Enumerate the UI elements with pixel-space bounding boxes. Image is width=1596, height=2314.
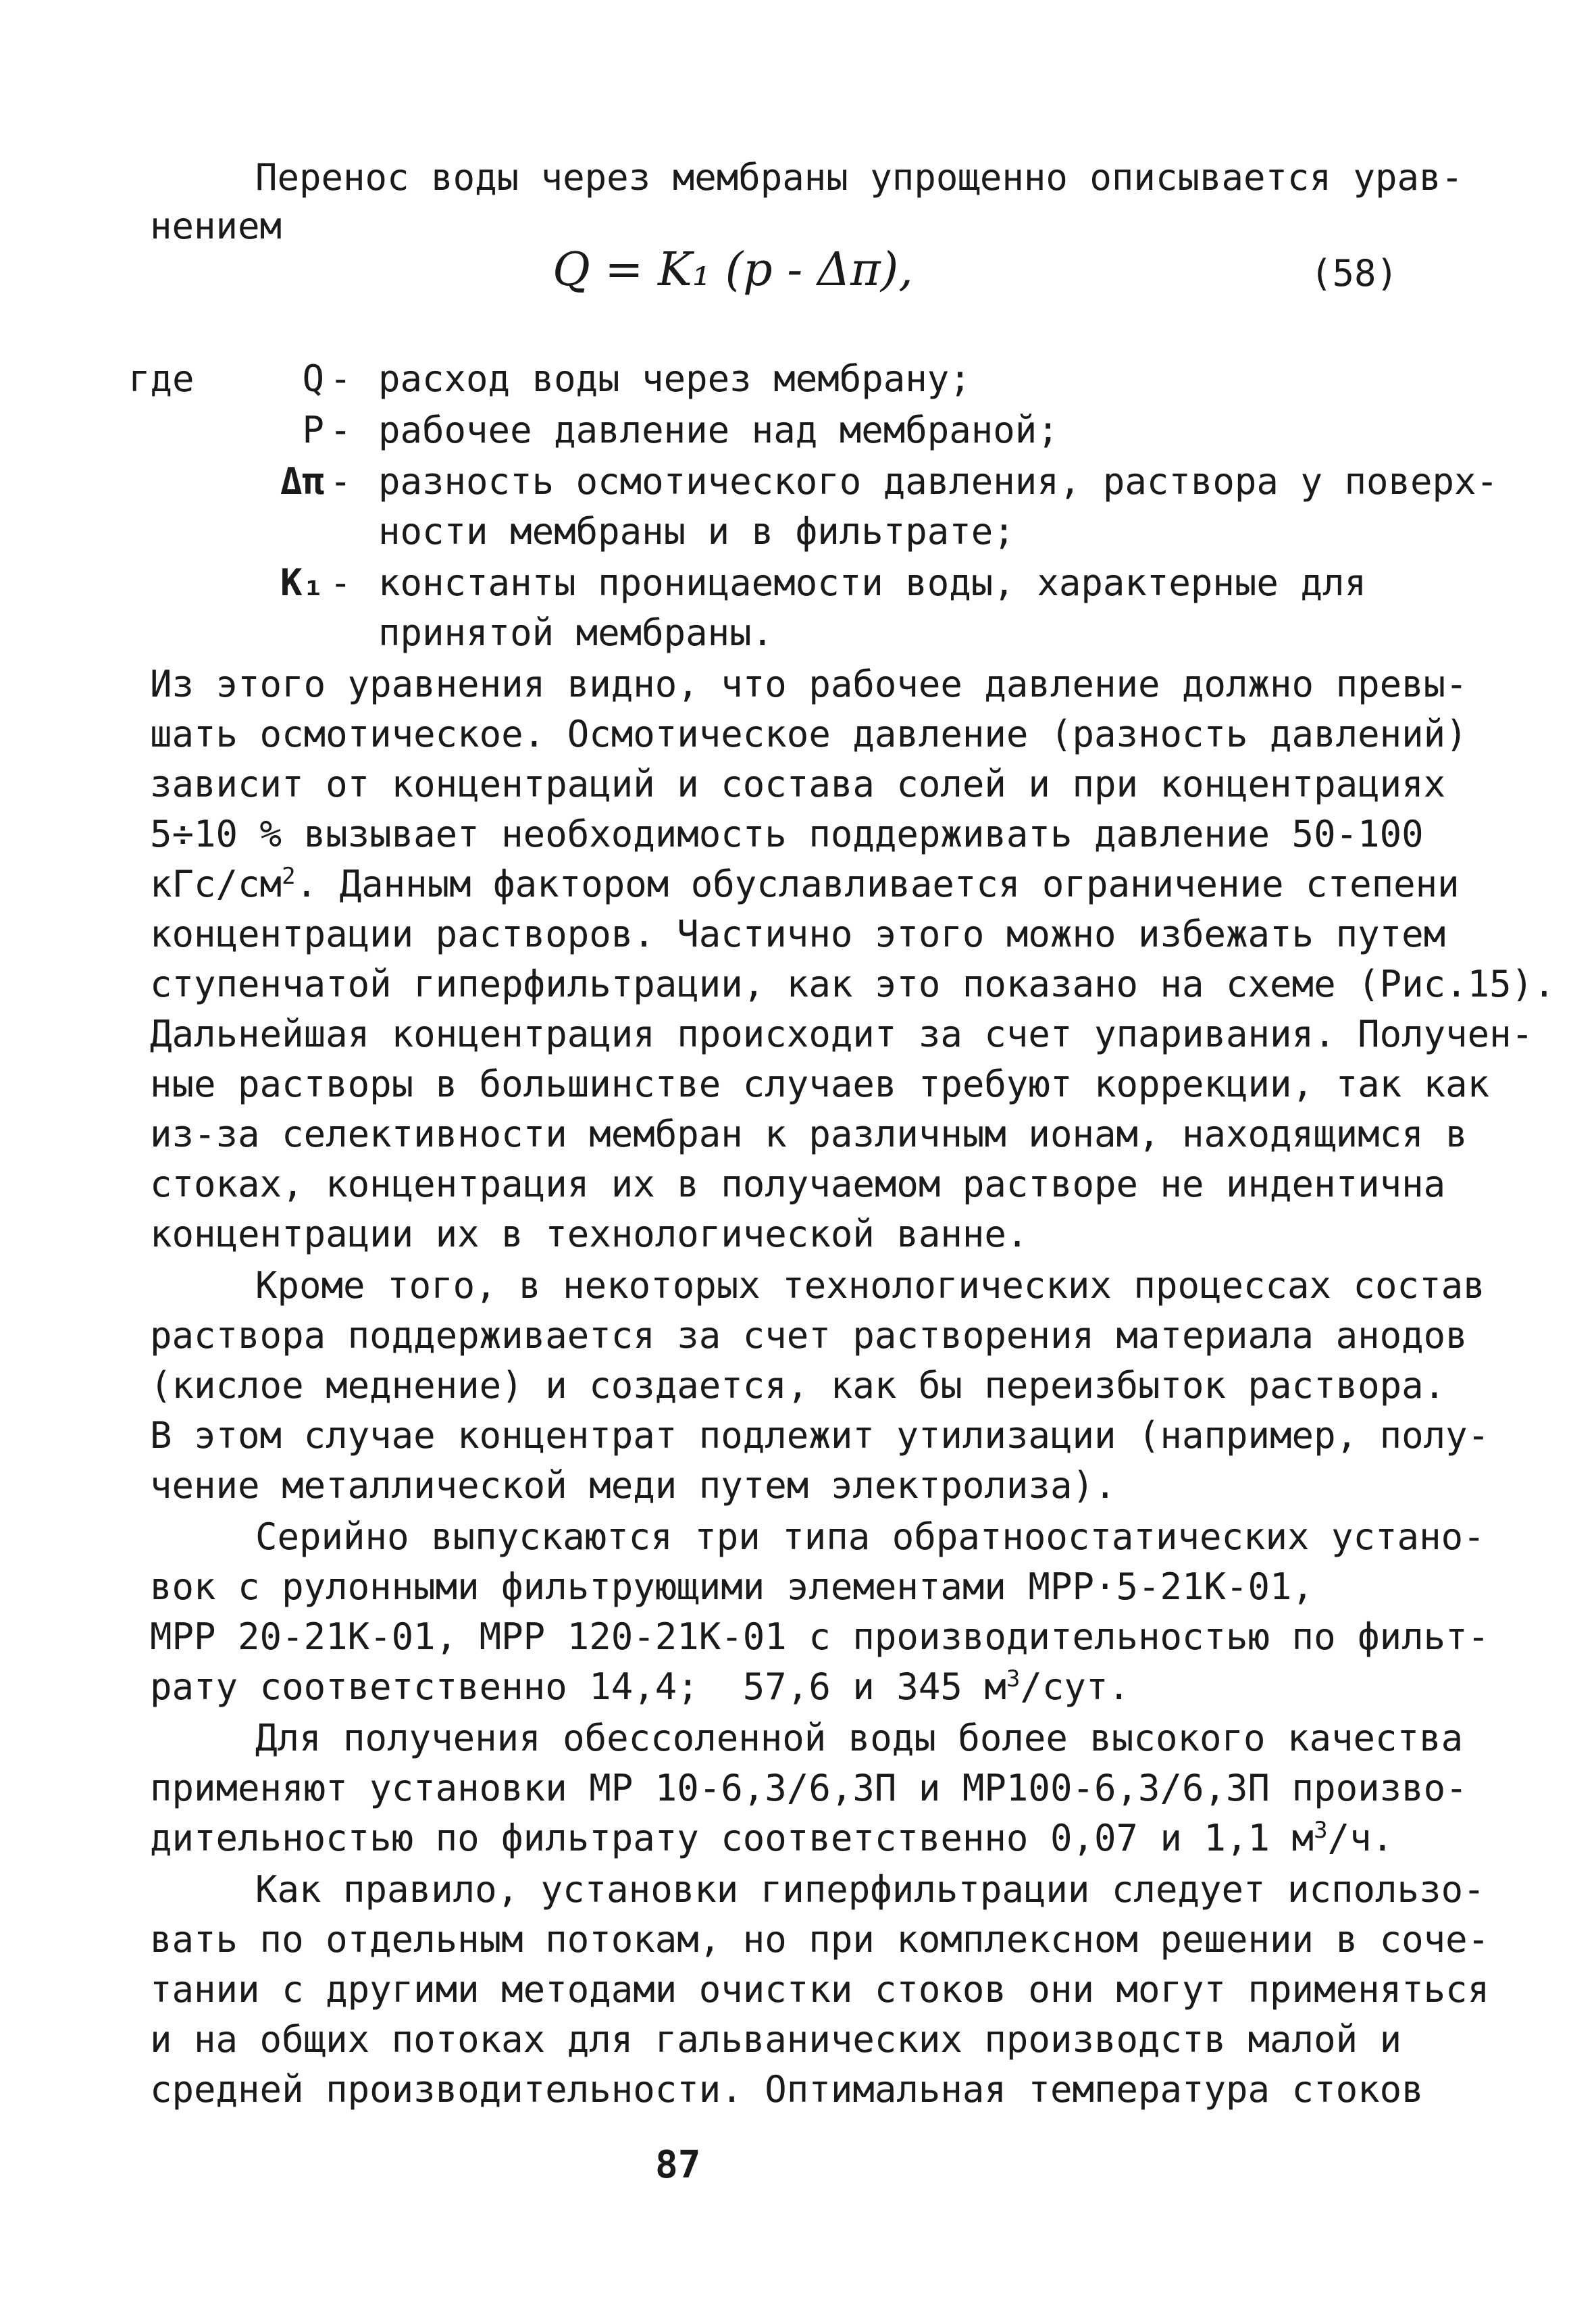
text-line: раствора поддерживается за счет растворения материала анодов bbox=[150, 1314, 1468, 1357]
text-span: /сут. bbox=[1020, 1665, 1130, 1708]
text-line: МРР 20-21К-01, МРР 120-21К-01 с производительностью по фильт- bbox=[150, 1615, 1490, 1658]
definition-dash: - bbox=[330, 409, 352, 451]
text-line: тании с другими методами очистки стоков они могут применяться bbox=[150, 1968, 1490, 2011]
text-span: дительностью по фильтрату соответственно 0,07 и 1,1 м bbox=[150, 1817, 1314, 1859]
text-line: стоках, концентрация их в получаемом растворе не индентична bbox=[150, 1163, 1446, 1205]
definition-text: константы проницаемости воды, характерные для bbox=[378, 561, 1366, 604]
text-line: В этом случае концентрат подлежит утилизации (например, полу- bbox=[150, 1414, 1490, 1457]
intro-line-1: Перенос воды через мембраны упрощенно описывается урав- bbox=[255, 156, 1464, 199]
text-line: ные растворы в большинстве случаев требуют коррекции, так как bbox=[150, 1063, 1490, 1105]
text-line: средней производительности. Оптимальная температура стоков bbox=[150, 2068, 1424, 2111]
text-line: концентрации растворов. Частично этого можно избежать путем bbox=[150, 913, 1446, 955]
text-line bbox=[150, 1662, 1130, 1712]
text-span: . Данным фактором обуславливается ограничение степени bbox=[295, 863, 1460, 905]
definition-continuation: принятой мембраны. bbox=[378, 611, 774, 654]
text-line: из-за селективности мембран к различным ионам, находящимся в bbox=[150, 1113, 1468, 1155]
text-line: Для получения обессоленной воды более высокого качества bbox=[255, 1717, 1464, 1759]
intro-line-2: нением bbox=[150, 205, 282, 247]
text-line: ступенчатой гиперфильтрации, как это показано на схеме (Рис.15). bbox=[150, 963, 1555, 1005]
definition-text: разность осмотического давления, раствора у поверх- bbox=[378, 460, 1499, 503]
text-span: рату соответственно 14,4; 57,6 и 345 м bbox=[150, 1665, 1006, 1708]
superscript: 2 bbox=[282, 863, 296, 890]
text-line: вать по отдельным потокам, но при комплексном решении в соче- bbox=[150, 1918, 1490, 1961]
text-line: чение металлической меди путем электролиза). bbox=[150, 1464, 1116, 1507]
equation-number: (58) bbox=[1310, 252, 1399, 295]
definition-symbol: K₁ bbox=[280, 561, 324, 604]
definition-symbol: Δπ bbox=[280, 460, 324, 503]
text-line: зависит от концентраций и состава солей и при концентрациях bbox=[150, 763, 1446, 805]
text-line: 5÷10 % вызывает необходимость поддерживать давление 50-100 bbox=[150, 813, 1424, 855]
definition-continuation: ности мембраны и в фильтрате; bbox=[378, 510, 1015, 553]
text-line: вок с рулонными фильтрующими элементами МРР·5-21К-01, bbox=[150, 1565, 1314, 1608]
definition-text: расход воды через мембрану; bbox=[378, 357, 971, 400]
definition-symbol: P bbox=[302, 409, 324, 451]
definition-dash: - bbox=[330, 460, 352, 503]
superscript: 3 bbox=[1006, 1665, 1021, 1692]
text-line: применяют установки МР 10-6,3/6,3П и МР100-6,3/6,3П произво- bbox=[150, 1767, 1468, 1809]
text-span: кГс/см bbox=[150, 863, 282, 905]
text-line: Из этого уравнения видно, что рабочее давление должно превы- bbox=[150, 663, 1468, 705]
text-line: Кроме того, в некоторых технологических процессах состав bbox=[255, 1264, 1485, 1307]
definition-symbol: Q bbox=[302, 357, 324, 400]
definitions-lead: где bbox=[128, 357, 195, 400]
page-number: 87 bbox=[655, 2143, 701, 2187]
text-line bbox=[150, 1813, 1393, 1863]
superscript: 3 bbox=[1314, 1817, 1328, 1844]
definition-text: рабочее давление над мембраной; bbox=[378, 409, 1059, 451]
text-span: /ч. bbox=[1327, 1817, 1394, 1859]
text-line bbox=[150, 859, 1460, 909]
text-line: шать осмотическое. Осмотическое давление (разность давлений) bbox=[150, 713, 1468, 755]
text-line: концентрации их в технологической ванне. bbox=[150, 1213, 1029, 1255]
text-line: Как правило, установки гиперфильтрации следует использо- bbox=[255, 1868, 1485, 1911]
text-line: Дальнейшая концентрация происходит за счет упаривания. Получен- bbox=[150, 1013, 1534, 1055]
definition-dash: - bbox=[330, 561, 352, 604]
text-line: Серийно выпускаются три типа обратноостатических устано- bbox=[255, 1515, 1485, 1558]
text-line: и на общих потоках для гальванических производств малой и bbox=[150, 2018, 1402, 2061]
formula-58: Q = K₁ (p - Δπ), bbox=[552, 243, 913, 297]
definition-dash: - bbox=[330, 357, 352, 400]
text-line: (кислое меднение) и создается, как бы переизбыток раствора. bbox=[150, 1364, 1446, 1407]
